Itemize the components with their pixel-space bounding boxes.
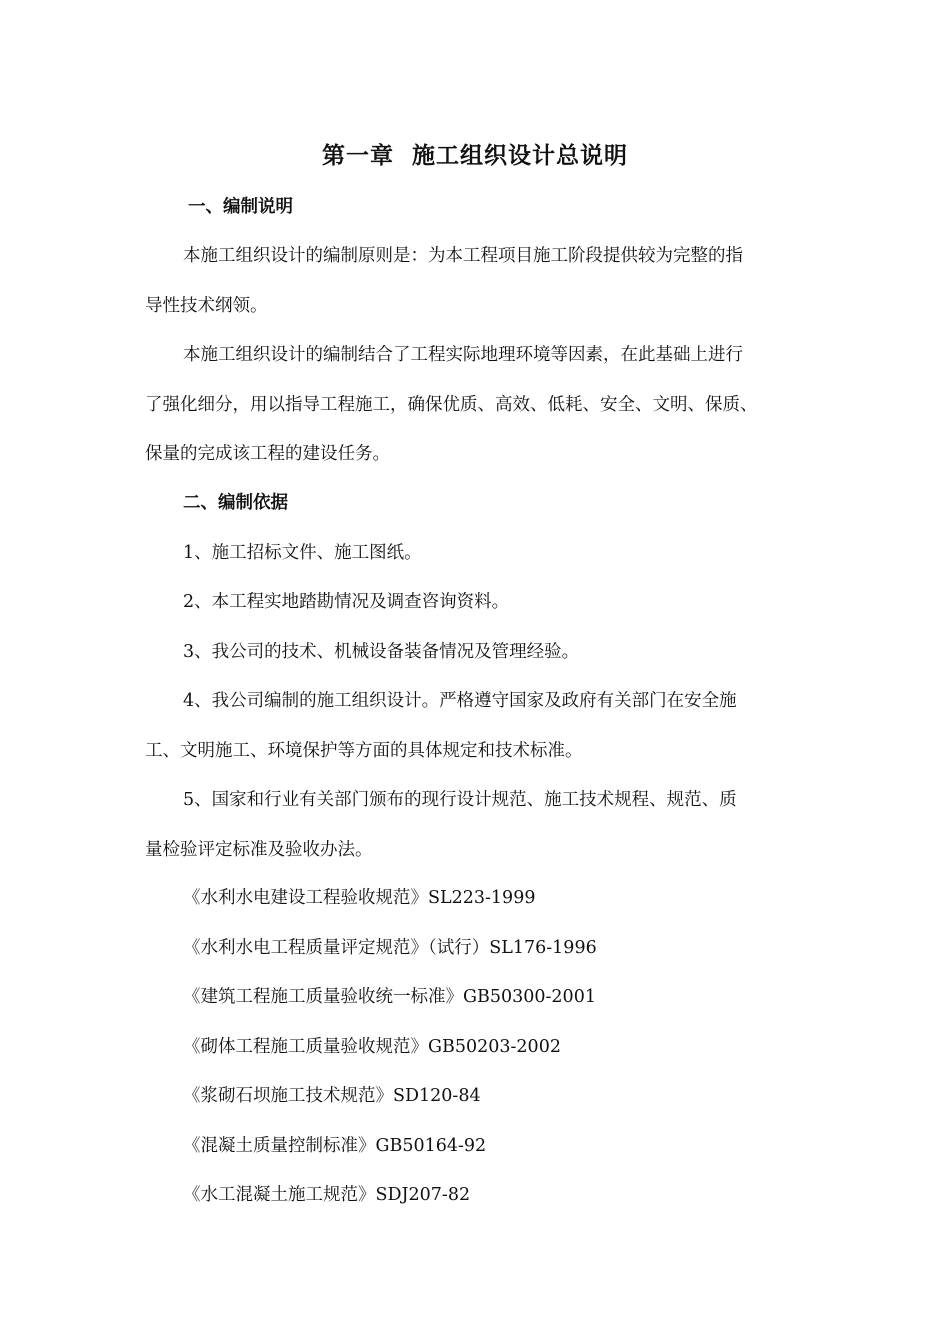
paragraph-line: 保量的完成该工程的建设任务。 xyxy=(145,444,390,464)
paragraph-line: 导性技术纲领。 xyxy=(145,296,268,316)
standard-item: 《建筑工程施工质量验收统一标准》GB50300-2001 xyxy=(183,987,596,1007)
paragraph-line: 了强化细分，用以指导工程施工，确保优质、高效、低耗、安全、文明、保质、 xyxy=(145,395,758,415)
page-title: 第一章 施工组织设计总说明 xyxy=(321,142,628,169)
standard-item: 《水工混凝土施工规范》SDJ207-82 xyxy=(183,1185,471,1205)
list-item-continuation: 工、文明施工、环境保护等方面的具体规定和技术标准。 xyxy=(145,741,583,761)
paragraph-line: 本施工组织设计的编制原则是：为本工程项目施工阶段提供较为完整的指 xyxy=(183,246,743,266)
section-heading: 一、编制说明 xyxy=(188,197,293,217)
standard-item: 《砌体工程施工质量验收规范》GB50203-2002 xyxy=(183,1037,561,1057)
list-item: 5、国家和行业有关部门颁布的现行设计规范、施工技术规程、规范、质 xyxy=(183,790,737,810)
list-item-continuation: 量检验评定标准及验收办法。 xyxy=(145,840,373,860)
standard-item: 《混凝土质量控制标准》GB50164-92 xyxy=(183,1136,487,1156)
list-item: 3、我公司的技术、机械设备装备情况及管理经验。 xyxy=(183,642,580,662)
standard-item: 《水利水电工程质量评定规范》（试行）SL176-1996 xyxy=(183,938,597,958)
standard-item: 《水利水电建设工程验收规范》SL223-1999 xyxy=(183,888,536,908)
list-item: 2、本工程实地踏勘情况及调查咨询资料。 xyxy=(183,592,510,612)
section-heading: 二、编制依据 xyxy=(183,493,288,513)
standard-item: 《浆砌石坝施工技术规范》SD120-84 xyxy=(183,1086,481,1106)
list-item: 4、我公司编制的施工组织设计。严格遵守国家及政府有关部门在安全施 xyxy=(183,691,737,711)
list-item: 1、施工招标文件、施工图纸。 xyxy=(183,543,422,563)
paragraph-line: 本施工组织设计的编制结合了工程实际地理环境等因素，在此基础上进行 xyxy=(183,345,743,365)
